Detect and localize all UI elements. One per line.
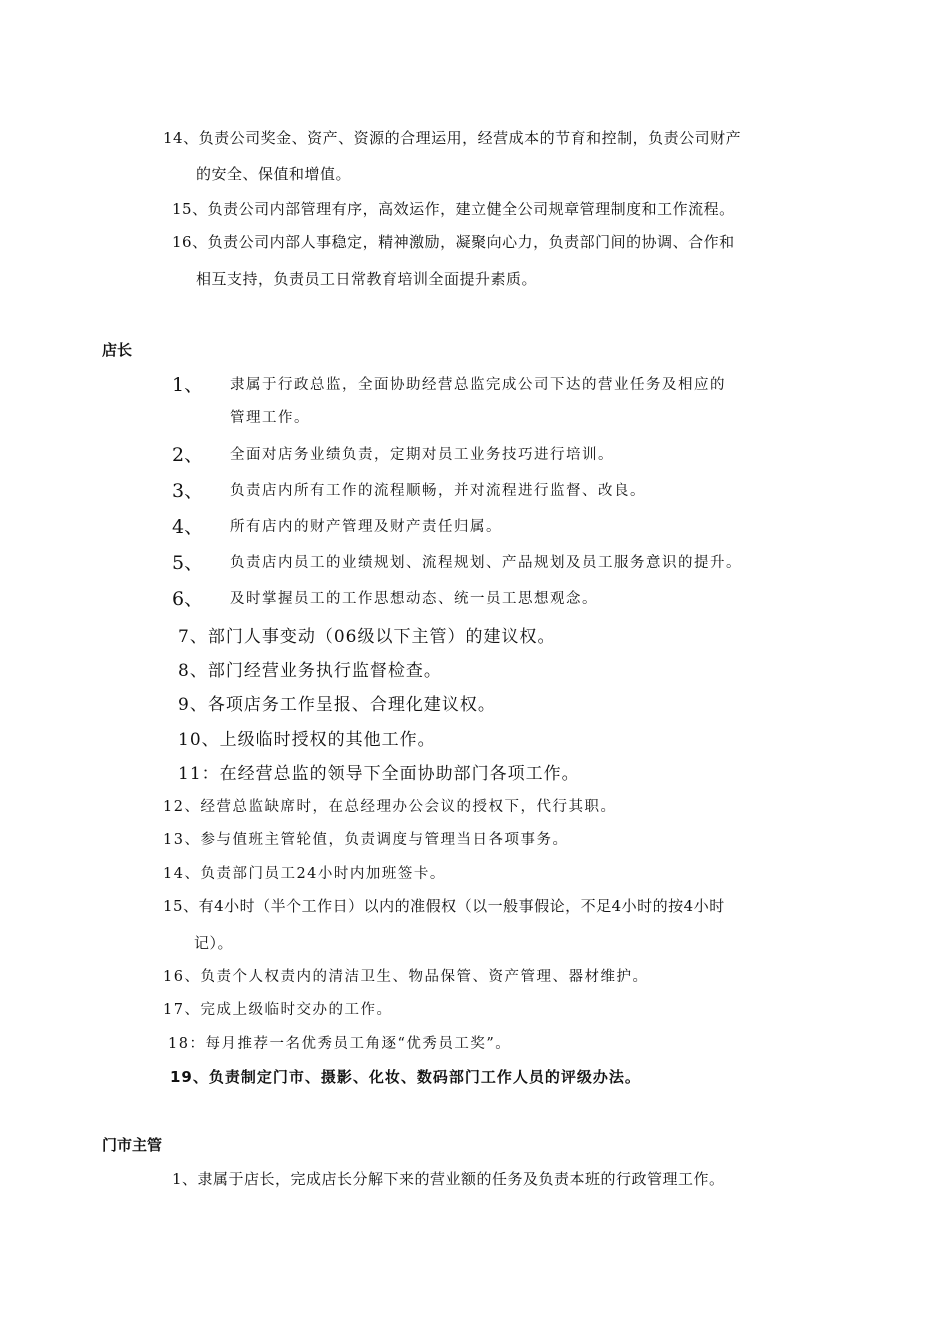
list-item-number: 4、 [172, 516, 204, 538]
item-16: 16、负责个人权责内的清洁卫生、物品保管、资产管理、器材维护。 [163, 969, 649, 985]
item-14-continued: 的安全、保值和增值。 [196, 165, 352, 183]
item-11: 11：在经营总监的领导下全面协助部门各项工作。 [178, 764, 580, 784]
list-item-text: 负责店内员工的业绩规划、流程规划、产品规划及员工服务意识的提升。 [230, 555, 742, 571]
item-15: 15、有4小时（半个工作日）以内的准假权（以一般事假论，不足4小时的按4小时 [163, 897, 725, 915]
list-item-number: 3、 [172, 480, 204, 502]
item-15: 15、负责公司内部管理有序，高效运作，建立健全公司规章管理制度和工作流程。 [172, 200, 735, 218]
item-14: 14、负责公司奖金、资产、资源的合理运用，经营成本的节育和控制，负责公司财产 [163, 129, 742, 147]
item-7: 7、部门人事变动（06级以下主管）的建议权。 [178, 627, 556, 647]
list-item-number: 2、 [172, 444, 204, 466]
item-18: 18：每月推荐一名优秀员工角逐“优秀员工奖”。 [168, 1036, 512, 1052]
item-14: 14、负责部门员工24小时内加班签卡。 [163, 866, 446, 882]
list-item-text: 负责店内所有工作的流程顺畅，并对流程进行监督、改良。 [230, 483, 646, 499]
list-item-text: 及时掌握员工的工作思想动态、统一员工思想观念。 [230, 591, 598, 607]
section-heading-store-supervisor: 门市主管 [102, 1136, 163, 1154]
item-17: 17、完成上级临时交办的工作。 [163, 1002, 393, 1018]
item-9: 9、各项店务工作呈报、合理化建议权。 [178, 695, 496, 715]
item-10: 10、上级临时授权的其他工作。 [178, 730, 436, 750]
list-item-number: 5、 [172, 552, 204, 574]
list-item-number: 6、 [172, 588, 204, 610]
list-item-number: 1、 [172, 374, 204, 396]
list-item-text: 所有店内的财产管理及财产责任归属。 [230, 519, 502, 535]
section-heading-store-manager: 店长 [102, 341, 133, 359]
list-item-text: 全面对店务业绩负责，定期对员工业务技巧进行培训。 [230, 447, 614, 463]
item-15-continued: 记）。 [194, 934, 234, 952]
item-1: 1、隶属于店长，完成店长分解下来的营业额的任务及负责本班的行政管理工作。 [172, 1170, 725, 1188]
item-19: 19、负责制定门市、摄影、化妆、数码部门工作人员的评级办法。 [170, 1068, 641, 1086]
item-8: 8、部门经营业务执行监督检查。 [178, 661, 442, 681]
list-item-continued: 管理工作。 [230, 410, 310, 426]
item-16: 16、负责公司内部人事稳定，精神激励，凝聚向心力，负责部门间的协调、合作和 [172, 233, 735, 251]
list-item-text: 隶属于行政总监，全面协助经营总监完成公司下达的营业任务及相应的 [230, 377, 726, 393]
item-16-continued: 相互支持，负责员工日常教育培训全面提升素质。 [196, 270, 538, 288]
item-12: 12、经营总监缺席时，在总经理办公会议的授权下，代行其职。 [163, 799, 617, 815]
item-13: 13、参与值班主管轮值，负责调度与管理当日各项事务。 [163, 832, 569, 848]
